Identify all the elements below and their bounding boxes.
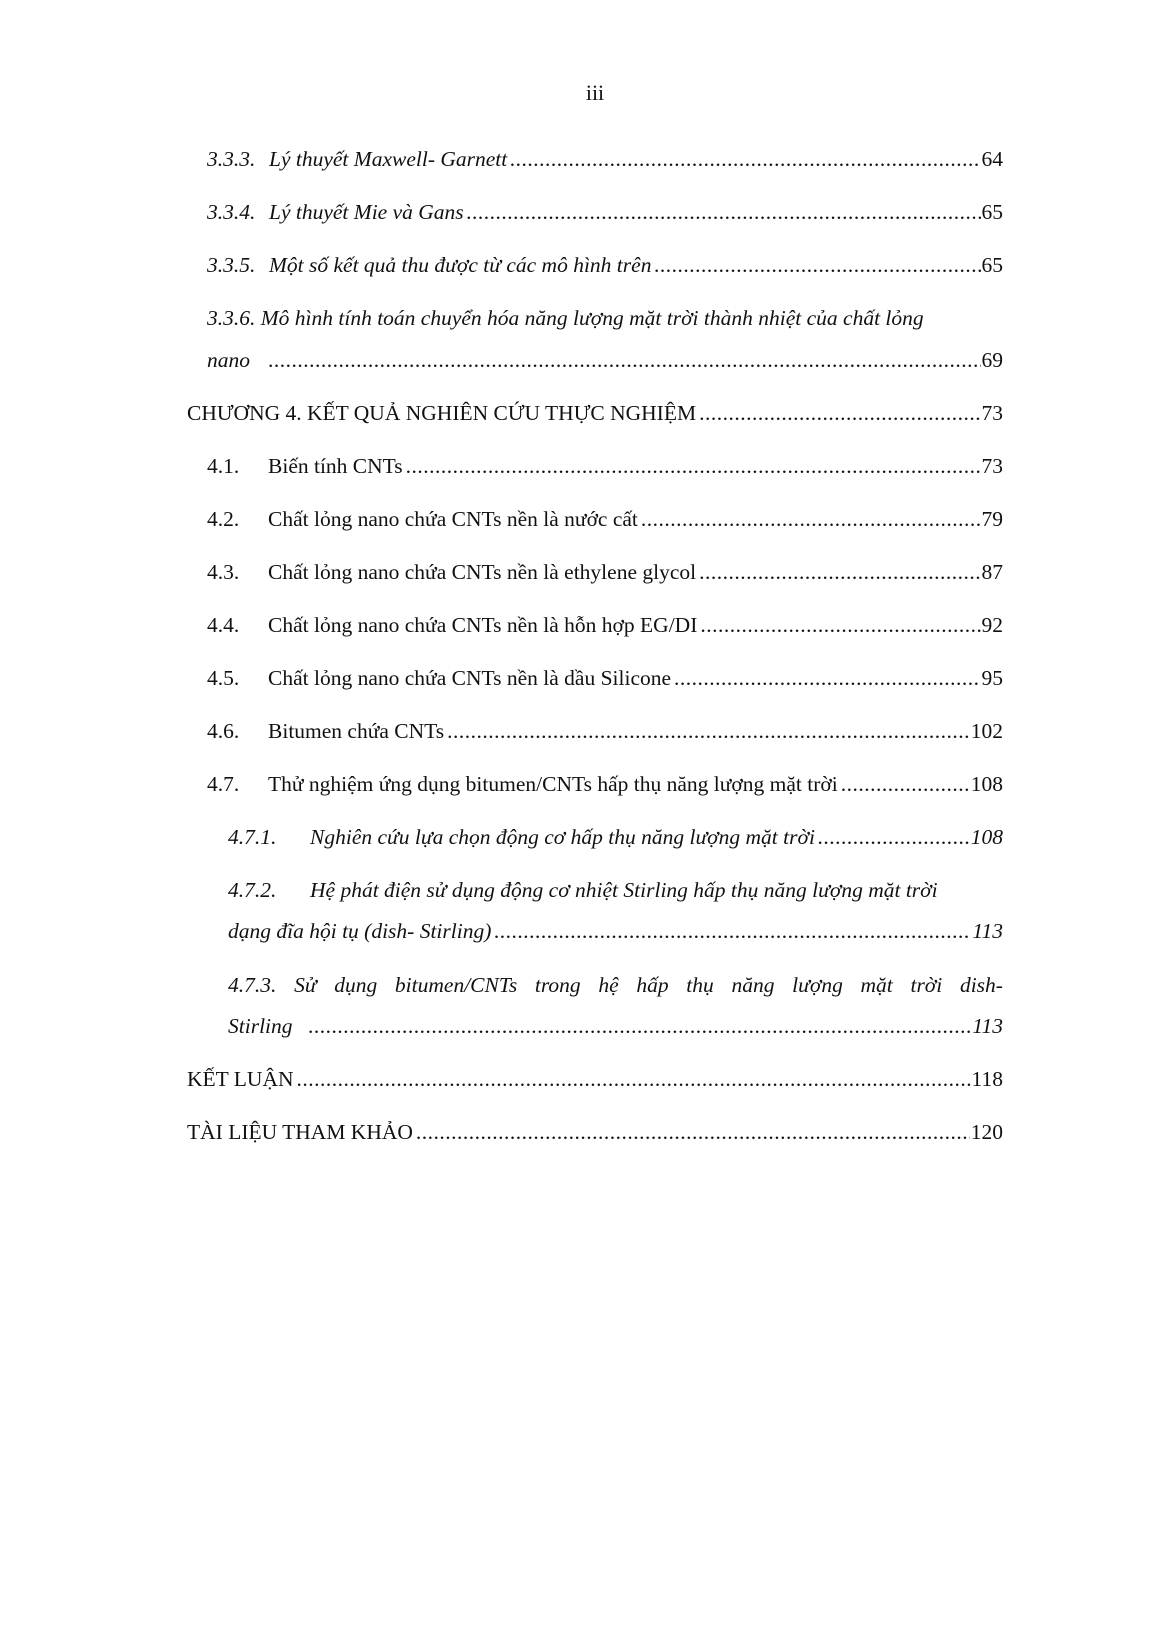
toc-references[interactable] — [187, 1117, 1003, 1147]
entry-title: Bitumen chứa CNTs — [268, 719, 445, 743]
dot-leader — [297, 1064, 971, 1094]
entry-page: 92 — [981, 613, 1003, 637]
toc-entry-4-7-1[interactable] — [228, 822, 1003, 852]
entry-number: 4.4. — [207, 613, 240, 637]
toc-entry-4-5[interactable] — [207, 663, 1003, 693]
entry-page: 118 — [971, 1067, 1003, 1091]
entry-page: 120 — [970, 1120, 1003, 1144]
entry-page: 108 — [970, 772, 1003, 796]
entry-page: 73 — [981, 401, 1003, 425]
entry-number: 3.3.3. — [207, 147, 256, 171]
entry-word: năng — [731, 973, 775, 997]
dot-leader — [309, 1011, 972, 1041]
entry-page: 79 — [981, 507, 1003, 531]
dot-leader — [674, 663, 980, 693]
entry-word: trong — [534, 973, 581, 997]
entry-number: 4.7.3. — [228, 973, 277, 997]
dot-leader — [700, 610, 980, 640]
entry-word: hệ — [598, 973, 619, 997]
entry-number: 4.7. — [207, 772, 240, 796]
entry-title: Lý thuyết Mie và Gans — [269, 200, 464, 224]
entry-title: Chất lỏng nano chứa CNTs nền là hỗn hợp EG/DI — [268, 613, 698, 637]
entry-number: 4.7.2. — [228, 878, 277, 902]
entry-word: dụng — [334, 973, 378, 997]
toc-entry-4-7[interactable] — [207, 769, 1003, 799]
entry-title: Một số kết quả thu được từ các mô hình trên — [269, 253, 652, 277]
page-number: iii — [585, 80, 605, 105]
entry-number: 4.6. — [207, 719, 240, 743]
entry-title-continued: dạng đĩa hội tụ (dish- Stirling) — [228, 919, 492, 943]
entry-number: 4.3. — [207, 560, 240, 584]
entry-page: 108 — [970, 825, 1003, 849]
toc-entry-4-6[interactable] — [207, 716, 1003, 746]
toc-entry-4-7-2[interactable] — [228, 916, 1003, 946]
toc-entry-3-3-4[interactable] — [207, 197, 1003, 227]
entry-page: 102 — [970, 719, 1003, 743]
entry-number: 4.1. — [207, 454, 240, 478]
toc-entry-4-7-3[interactable] — [228, 1011, 1003, 1041]
entry-number: 3.3.4. — [207, 200, 256, 224]
entry-word: trời — [910, 973, 943, 997]
entry-title: Chất lỏng nano chứa CNTs nền là ethylene glycol — [268, 560, 697, 584]
entry-page: 64 — [981, 147, 1003, 171]
entry-number: 3.3.5. — [207, 253, 256, 277]
entry-title: KẾT LUẬN — [187, 1067, 294, 1091]
dot-leader — [699, 557, 980, 587]
toc-entry-3-3-5[interactable] — [207, 250, 1003, 280]
entry-page: 113 — [972, 1014, 1003, 1038]
dot-leader — [467, 197, 981, 227]
entry-title: Thử nghiệm ứng dụng bitumen/CNTs hấp thụ năng lượng mặt trời — [268, 772, 838, 796]
entry-word: thụ — [686, 973, 714, 997]
dot-leader — [641, 504, 981, 534]
entry-page: 95 — [981, 666, 1003, 690]
entry-title: nano — [207, 348, 250, 372]
entry-page: 87 — [981, 560, 1003, 584]
entry-word: bitumen/CNTs — [394, 973, 518, 997]
dot-leader — [406, 451, 981, 481]
toc-entry-3-3-6[interactable] — [207, 345, 1003, 375]
dot-leader — [268, 345, 981, 375]
entry-word: hấp — [636, 973, 669, 997]
entry-title: CHƯƠNG 4. KẾT QUẢ NGHIÊN CỨU THỰC NGHIỆM — [187, 401, 697, 425]
entry-number: 4.2. — [207, 507, 240, 531]
dot-leader — [654, 250, 980, 280]
entry-page: 65 — [981, 253, 1003, 277]
entry-page: 73 — [981, 454, 1003, 478]
entry-word: mặt — [860, 973, 893, 997]
toc-entry-3-3-3[interactable] — [207, 144, 1003, 174]
entry-title: Chất lỏng nano chứa CNTs nền là dầu Silicone — [268, 666, 672, 690]
entry-word: Sử — [294, 973, 317, 997]
entry-page: 65 — [981, 200, 1003, 224]
toc-conclusion[interactable] — [187, 1064, 1003, 1094]
entry-page: 113 — [972, 919, 1003, 943]
entry-title: Hệ phát điện sử dụng động cơ nhiệt Stirling hấp thụ năng lượng mặt trời — [310, 878, 938, 902]
toc-entry-4-1[interactable] — [207, 451, 1003, 481]
dot-leader — [447, 716, 970, 746]
entry-title-continued: Stirling — [228, 1014, 293, 1038]
dot-leader — [416, 1117, 970, 1147]
toc-entry-4-2[interactable] — [207, 504, 1003, 534]
entry-number: 4.5. — [207, 666, 240, 690]
dot-leader — [510, 144, 980, 174]
entry-number: 4.7.1. — [228, 825, 277, 849]
entry-title: Chất lỏng nano chứa CNTs nền là nước cất — [268, 507, 638, 531]
entry-title: Lý thuyết Maxwell- Garnett — [269, 147, 508, 171]
dot-leader — [699, 398, 980, 428]
toc-entry-4-3[interactable] — [207, 557, 1003, 587]
toc-entry-4-7-2-line1[interactable] — [228, 875, 1003, 905]
dot-leader — [841, 769, 970, 799]
toc-entry-4-4[interactable] — [207, 610, 1003, 640]
toc-entry-4-7-3-line1[interactable] — [228, 970, 1003, 1000]
toc-chapter-4[interactable] — [187, 398, 1003, 428]
dot-leader — [818, 822, 970, 852]
entry-title: Biến tính CNTs — [268, 454, 403, 478]
entry-title: TÀI LIỆU THAM KHẢO — [187, 1120, 413, 1144]
toc-entry-3-3-6-line1[interactable]: 3.3.6. Mô hình tính toán chuyển hóa năng lượng mặt trời thành nhiệt của chất lỏng — [207, 306, 924, 330]
entry-title: Nghiên cứu lựa chọn động cơ hấp thụ năng lượng mặt trời — [310, 825, 815, 849]
entry-word: dish- — [959, 973, 1003, 997]
dot-leader — [494, 916, 971, 946]
entry-page: 69 — [981, 348, 1003, 372]
entry-word: lượng — [792, 973, 843, 997]
